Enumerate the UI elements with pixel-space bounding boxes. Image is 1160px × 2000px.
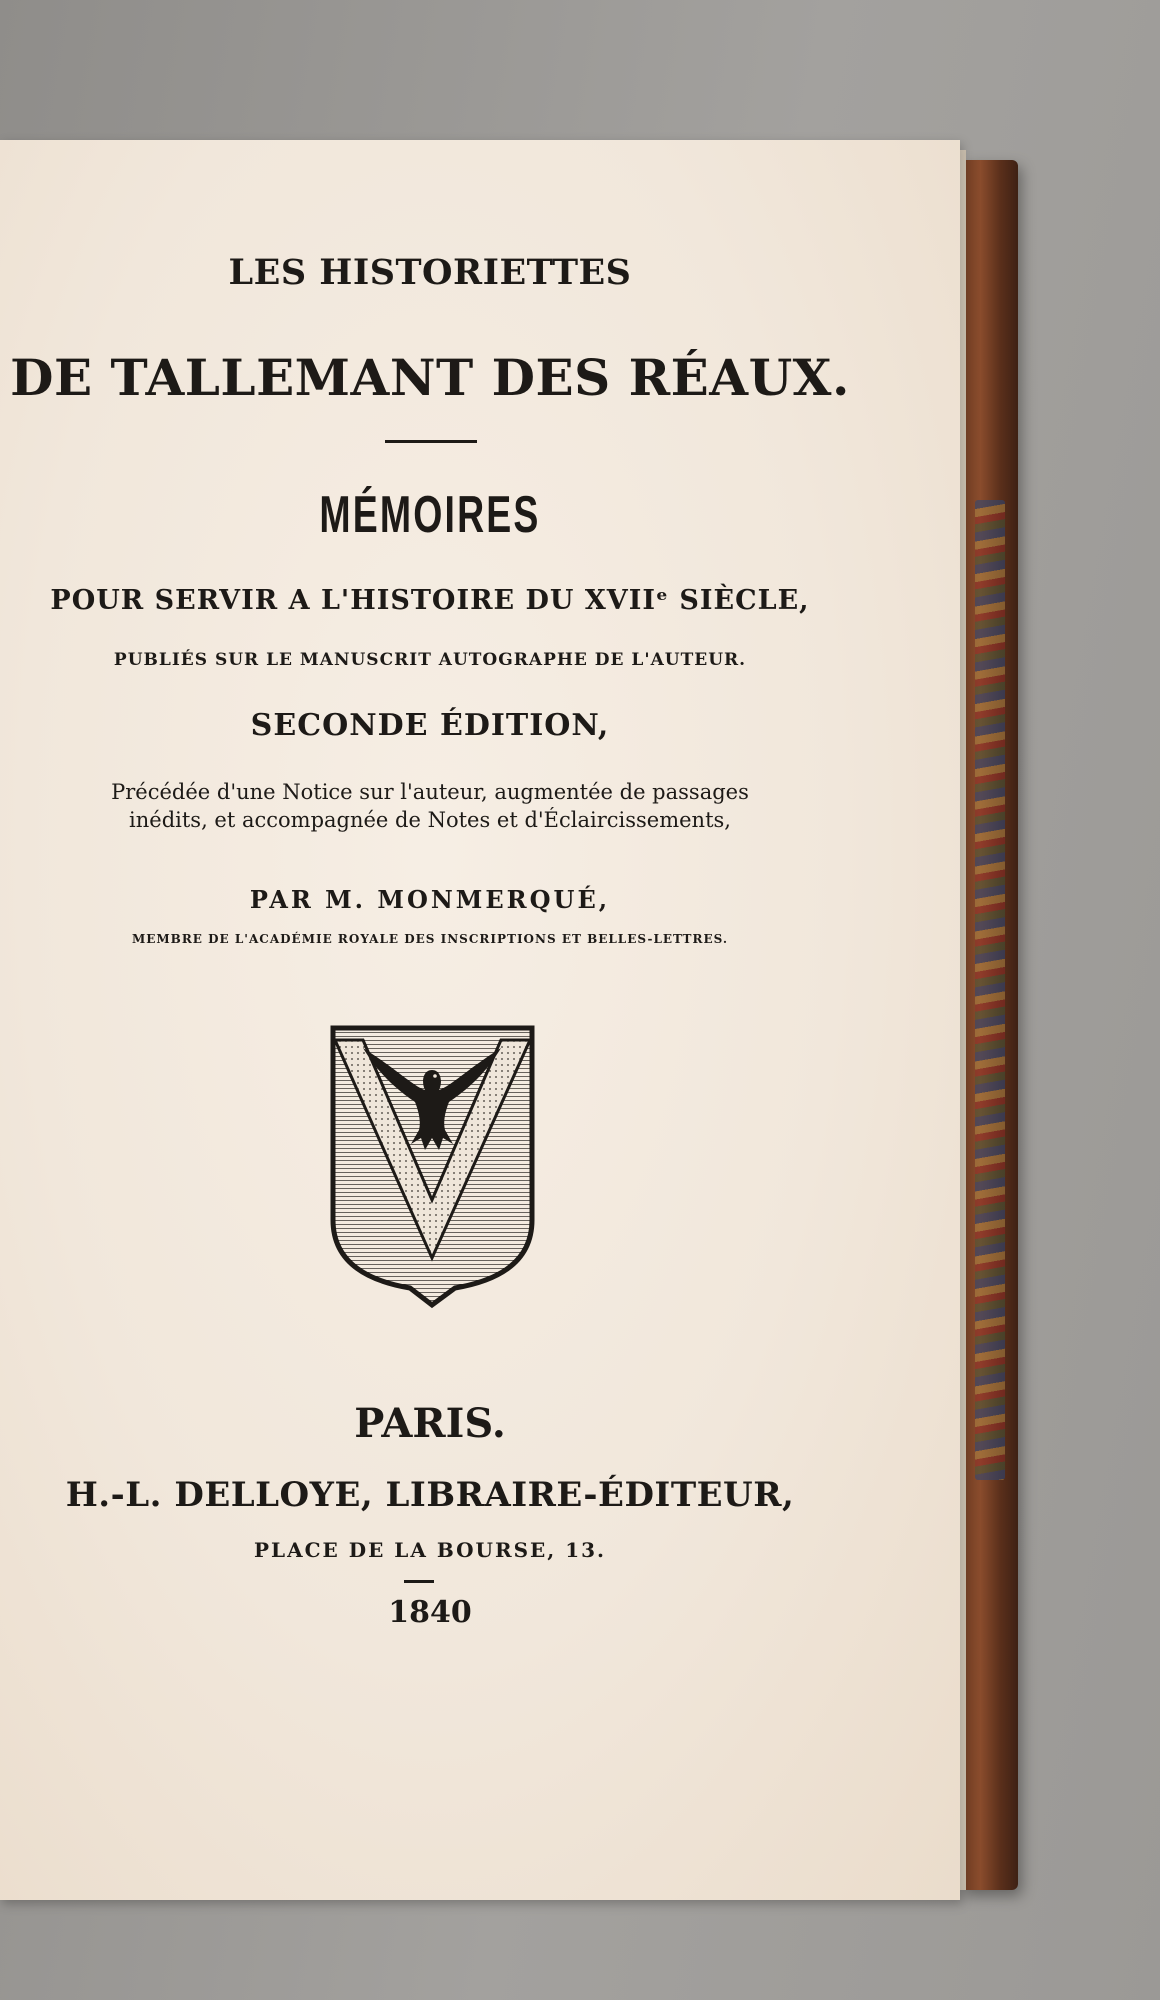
title-line-2: DE TALLEMANT DES RÉAUX. [10, 348, 850, 407]
city: PARIS. [354, 1400, 506, 1447]
title-line-1: LES HISTORIETTES [228, 252, 632, 293]
preceded-line-1: Précédée d'une Notice sur l'auteur, augmentée de passages [111, 780, 749, 804]
heading-memoires: MÉMOIRES [319, 486, 541, 544]
year-divider [404, 1580, 434, 1583]
publisher-address: PLACE DE LA BOURSE, 13. [253, 1538, 606, 1562]
marbled-endpaper [975, 500, 1005, 1480]
subtitle: POUR SERVIR A L'HISTOIRE DU XVIIᵉ SIÈCLE, [50, 585, 810, 616]
edition-label: SECONDE ÉDITION, [250, 708, 610, 743]
title-page [0, 140, 960, 1900]
eagle-coat-of-arms-icon [325, 1020, 540, 1310]
publisher: H.-L. DELLOYE, LIBRAIRE-ÉDITEUR, [65, 1475, 795, 1515]
publication-year: 1840 [388, 1595, 472, 1630]
preceded-line-2: inédits, et accompagnée de Notes et d'Éclaircissements, [129, 808, 731, 832]
author-line: PAR M. MONMERQUÉ, [249, 885, 611, 914]
title-divider [385, 440, 477, 443]
author-title: MEMBRE DE L'ACADÉMIE ROYALE DES INSCRIPTIONS ET BELLES-LETTRES. [131, 932, 729, 946]
published-note: PUBLIÉS SUR LE MANUSCRIT AUTOGRAPHE DE L'AUTEUR. [113, 650, 747, 670]
